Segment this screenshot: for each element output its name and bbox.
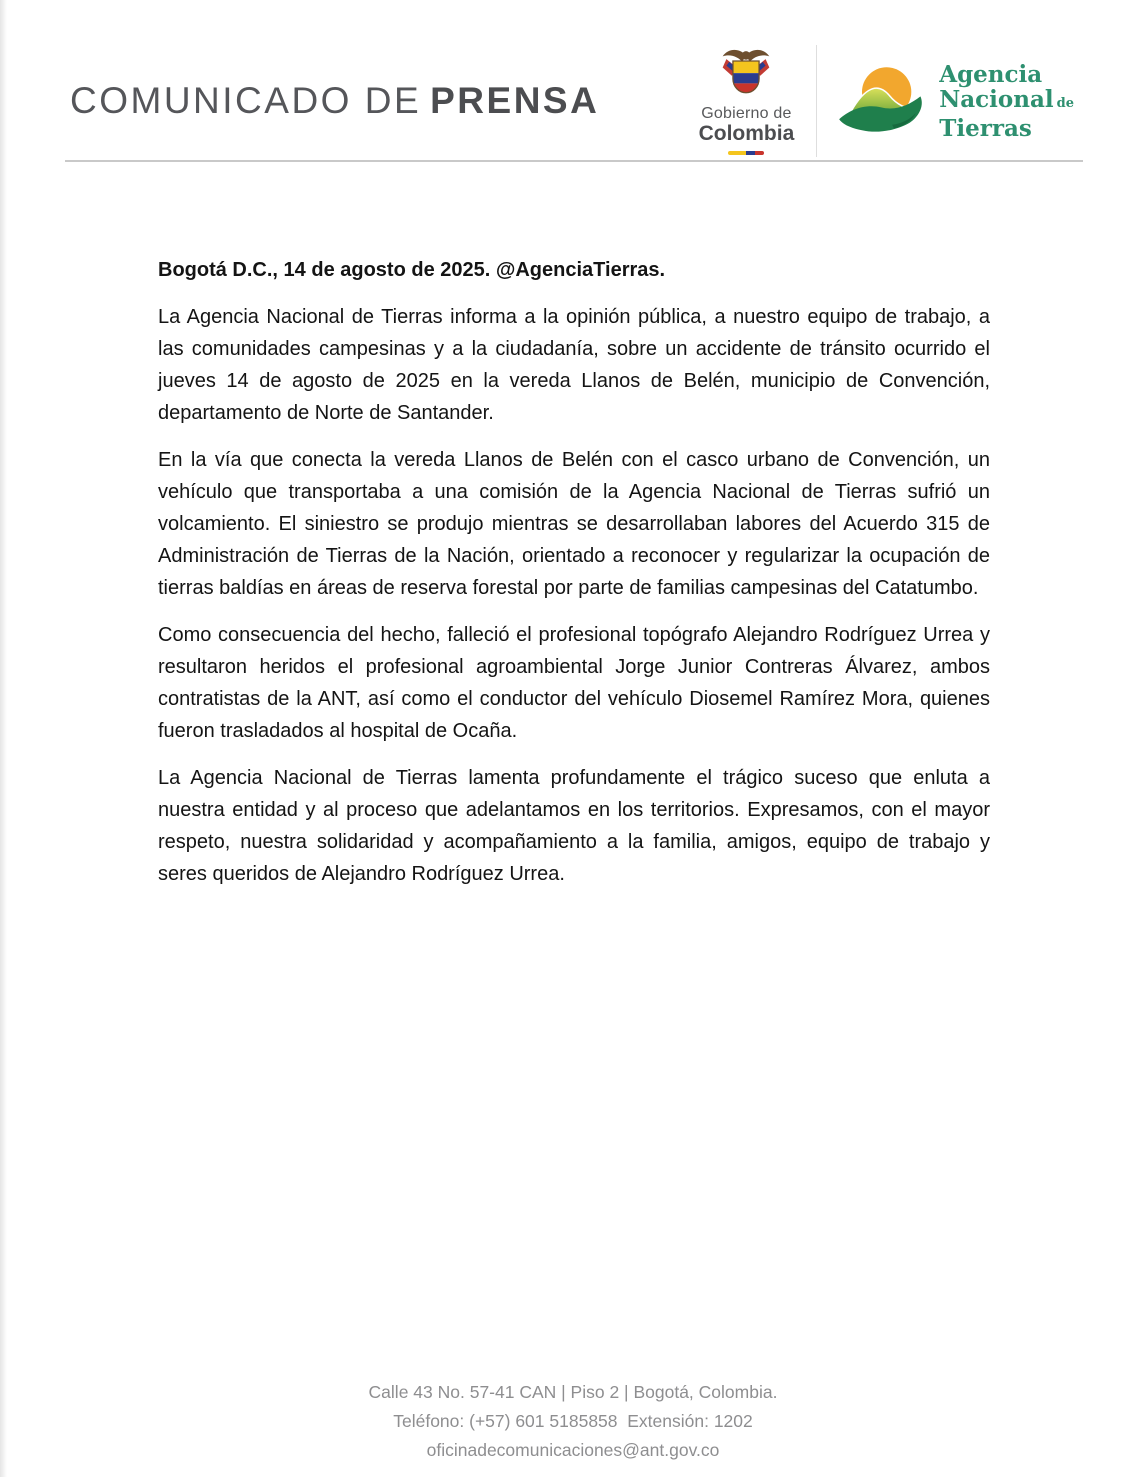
document-body xyxy=(158,254,990,890)
gobierno-logo-line1: Gobierno de xyxy=(701,104,792,122)
logo-group xyxy=(699,42,1074,160)
flag-yellow-segment xyxy=(728,151,746,155)
ant-wordmark-line2: Nacional de xyxy=(939,85,1074,113)
colombia-flag-bar xyxy=(728,151,764,155)
logo-divider xyxy=(816,45,817,157)
paragraph-1: La Agencia Nacional de Tierras informa a la opinión pública, a nuestro equipo de trabajo, a las comunidades campesinas y a la ciudadanía, sobre un accidente de tránsito ocurrido el jueves 14 de agosto de 2025 en la vereda Llanos de Belén, municipio de Convención, departamento de Norte de Santander. xyxy=(158,306,990,424)
colombia-coat-of-arms-icon xyxy=(719,47,773,103)
page-title xyxy=(70,80,599,122)
paragraph-2: En la vía que conecta la vereda Llanos de Belén con el casco urbano de Convención, un vehículo que transportaba a una comisión de la Agencia Nacional de Tierras sufrió un volcamiento. El siniestro se produjo mientras se desarrollaban labores del Acuerdo 315 de Administración de Tierras de la Nación, orientado a reconocer y regularizar la ocupación de tierras baldías en áreas de reserva forestal por parte de familias campesinas del Catatumbo. xyxy=(158,449,990,599)
ant-wordmark xyxy=(939,62,1074,141)
ant-wordmark-line1: Agencia xyxy=(939,60,1043,88)
ant-wordmark-de: de xyxy=(1056,95,1074,111)
paragraph-3: Como consecuencia del hecho, falleció el profesional topógrafo Alejandro Rodríguez Urrea y resultaron heridos el profesional agroambiental Jorge Junior Contreras Álvarez, ambos contratistas de la ANT, así como el conductor del vehículo Diosemel Ramírez Mora, quienes fueron trasladados al hospital de Ocaña. xyxy=(158,624,990,742)
footer-email: oficinadecomunicaciones@ant.gov.co xyxy=(426,1440,720,1460)
footer xyxy=(0,1378,1146,1465)
gobierno-colombia-logo xyxy=(699,47,817,156)
dateline: Bogotá D.C., 14 de agosto de 2025. @AgenciaTierras. xyxy=(158,259,666,281)
page-title-bold: PRENSA xyxy=(430,80,600,121)
footer-phone: Teléfono: (+57) 601 5185858 Extensión: 1202 xyxy=(393,1411,753,1431)
footer-address: Calle 43 No. 57-41 CAN | Piso 2 | Bogotá, Colombia. xyxy=(368,1382,778,1402)
ant-logo xyxy=(837,59,1074,143)
page-title-regular: COMUNICADO DE xyxy=(70,80,422,121)
header xyxy=(70,42,1074,160)
header-divider-rule xyxy=(65,160,1083,162)
ant-wordmark-line3: Tierras xyxy=(939,114,1032,142)
paragraph-4: La Agencia Nacional de Tierras lamenta profundamente el trágico suceso que enluta a nuestra entidad y al proceso que adelantamos en los territorios. Expresamos, con el mayor respeto, nuestra solidaridad y acompañamiento a la familia, amigos, equipo de trabajo y seres queridos de Alejandro Rodríguez Urrea. xyxy=(158,767,990,885)
flag-blue-segment xyxy=(746,151,755,155)
flag-red-segment xyxy=(755,151,764,155)
gobierno-logo-line2: Colombia xyxy=(698,122,795,146)
ant-sun-hand-icon xyxy=(837,59,929,143)
